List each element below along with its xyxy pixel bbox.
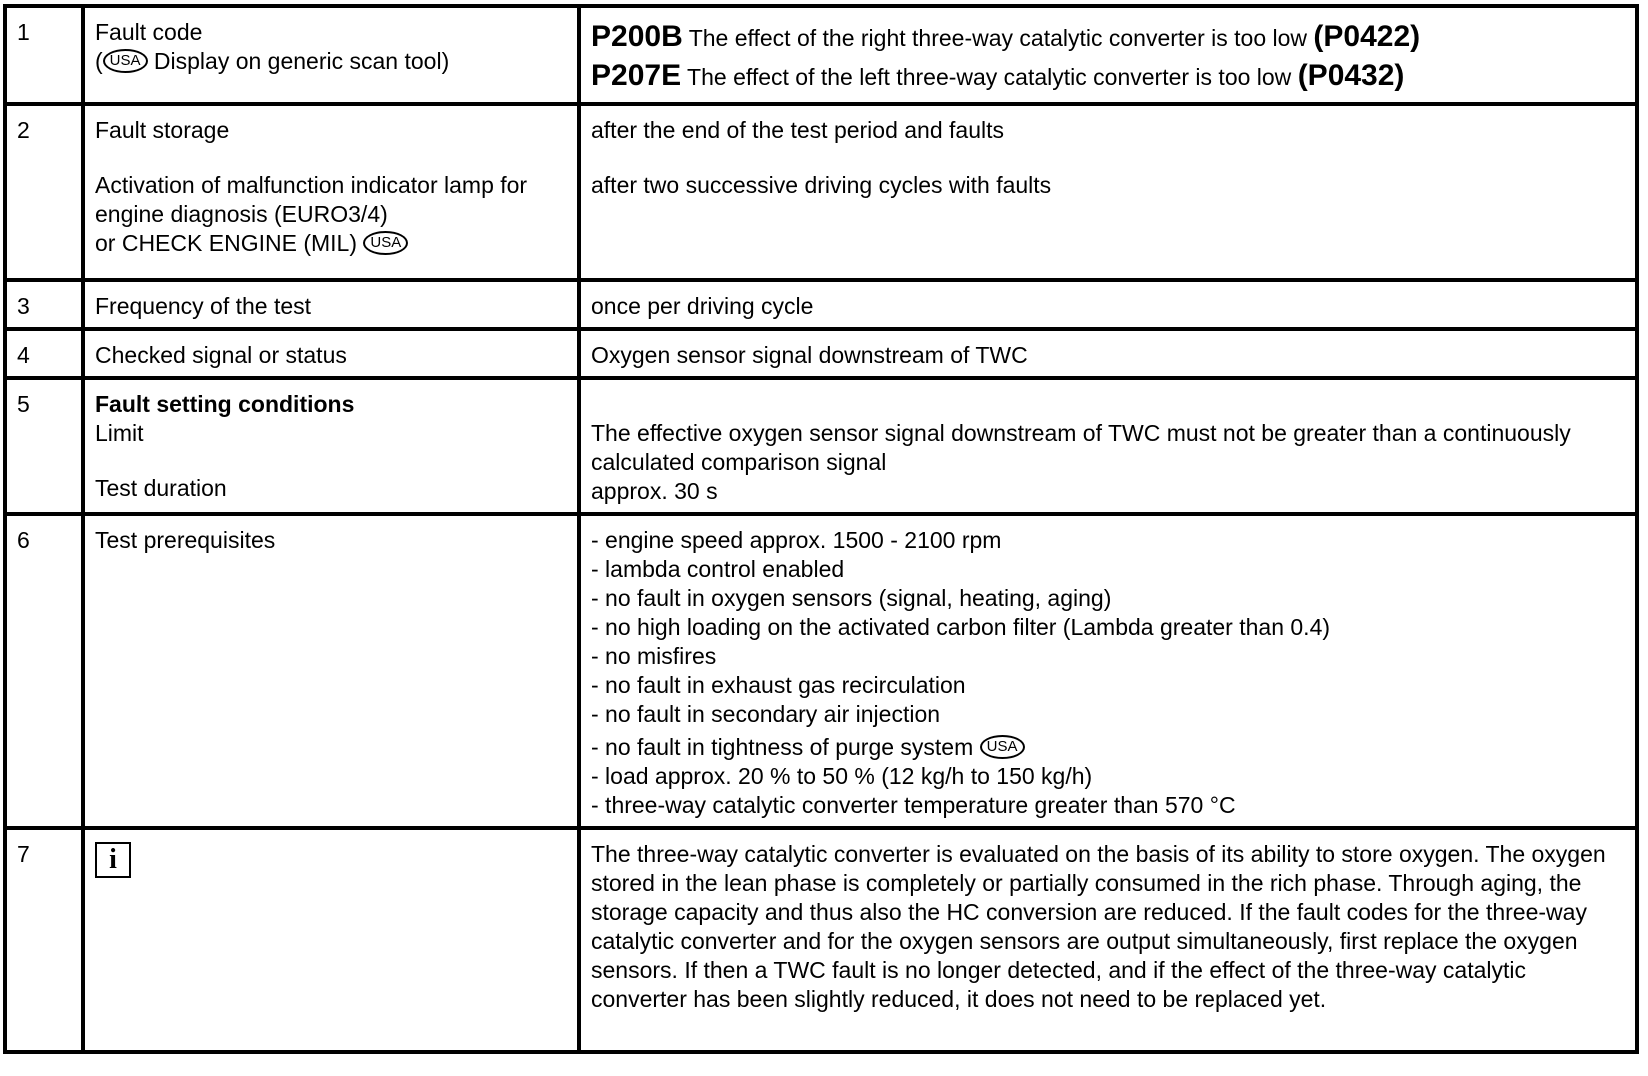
- row-label: [83, 6, 579, 104]
- paren-open: (: [95, 48, 103, 74]
- row-value: Oxygen sensor signal downstream of TWC: [579, 329, 1637, 378]
- generic-scan-text: Display on generic scan tool): [147, 48, 450, 74]
- obd-code: (P0432): [1297, 59, 1405, 92]
- row-value: [579, 6, 1637, 104]
- fault-code-line: [591, 18, 1625, 57]
- row-number: 1: [5, 6, 83, 104]
- fault-code: P207E: [591, 59, 682, 92]
- usa-badge-icon: USA: [103, 49, 148, 73]
- mil-activation-value: after two successive driving cycles with faults: [591, 172, 1052, 198]
- table-row: [5, 280, 1637, 329]
- info-icon: i: [95, 842, 131, 878]
- prerequisite-item: - no fault in oxygen sensors (signal, heating, aging): [591, 585, 1112, 611]
- usa-badge-icon: USA: [980, 735, 1025, 759]
- row-value: [579, 104, 1637, 280]
- prerequisite-item: - no misfires: [591, 643, 717, 669]
- prerequisite-item: - no fault in exhaust gas recirculation: [591, 672, 966, 698]
- row-label: [83, 828, 579, 1052]
- generic-scan-note: [95, 47, 567, 76]
- table-row: [5, 828, 1637, 1052]
- table-row: [5, 378, 1637, 514]
- row-number: 4: [5, 329, 83, 378]
- test-duration-value: approx. 30 s: [591, 478, 718, 504]
- row-value: [579, 514, 1637, 828]
- diagnosis-table: [3, 4, 1639, 1054]
- usa-badge-icon: USA: [363, 231, 408, 255]
- fault-code-line: [591, 57, 1625, 96]
- check-engine-label: [95, 229, 567, 258]
- prerequisite-item: - three-way catalytic converter temperature greater than 570 °C: [591, 792, 1236, 818]
- prerequisite-item: - no fault in secondary air injection: [591, 701, 941, 727]
- row-number: 7: [5, 828, 83, 1052]
- test-duration-label: Test duration: [95, 475, 227, 501]
- row-value: [579, 378, 1637, 514]
- table-row: [5, 104, 1637, 280]
- row-label: Test prerequisites: [83, 514, 579, 828]
- row-label: [83, 104, 579, 280]
- row-number: 6: [5, 514, 83, 828]
- fault-code: P200B: [591, 20, 683, 53]
- table-row: [5, 329, 1637, 378]
- row-number: 3: [5, 280, 83, 329]
- fault-code-text: The effect of the left three-way catalytic converter is too low: [681, 64, 1298, 90]
- table-row: [5, 514, 1637, 828]
- fault-storage-label: Fault storage: [95, 117, 230, 143]
- row-label: Frequency of the test: [83, 280, 579, 329]
- fault-storage-value: after the end of the test period and faults: [591, 117, 1005, 143]
- prerequisite-item-text: - no fault in tightness of purge system: [591, 734, 974, 760]
- row-value: The three-way catalytic converter is evaluated on the basis of its ability to store oxygen. The oxygen stored in the lean phase is completely or partially consumed in the rich phase. Through aging, the storage capacity and thus also the HC conversion are reduced. If the fault codes for the three-way catalytic converter and for the oxygen sensors are output simultaneously, first replace the oxygen sensors. If then a TWC fault is no longer detected, and if the effect of the three-way catalytic converter has been slightly reduced, it does not need to be replaced yet.: [579, 828, 1637, 1052]
- mil-activation-label: Activation of malfunction indicator lamp for engine diagnosis (EURO3/4): [95, 172, 528, 227]
- prerequisite-item: - engine speed approx. 1500 - 2100 rpm: [591, 527, 1002, 553]
- row-value: once per driving cycle: [579, 280, 1637, 329]
- fault-code-text: The effect of the right three-way catalytic converter is too low: [682, 25, 1314, 51]
- table-row: [5, 6, 1637, 104]
- row-number: 5: [5, 378, 83, 514]
- prerequisite-item-purge: [591, 733, 1625, 762]
- fault-setting-heading: Fault setting conditions: [95, 391, 355, 417]
- limit-value: The effective oxygen sensor signal downstream of TWC must not be greater than a continuously calculated comparison signal: [591, 420, 1571, 475]
- prerequisite-item: - lambda control enabled: [591, 556, 845, 582]
- limit-label: Limit: [95, 420, 144, 446]
- fault-code-label: Fault code: [95, 19, 203, 45]
- obd-code: (P0422): [1313, 20, 1421, 53]
- prerequisite-item: - no high loading on the activated carbon filter (Lambda greater than 0.4): [591, 614, 1331, 640]
- prerequisite-item: - load approx. 20 % to 50 % (12 kg/h to 150 kg/h): [591, 763, 1093, 789]
- row-label: [83, 378, 579, 514]
- check-engine-text: or CHECK ENGINE (MIL): [95, 230, 357, 256]
- row-number: 2: [5, 104, 83, 280]
- row-label: Checked signal or status: [83, 329, 579, 378]
